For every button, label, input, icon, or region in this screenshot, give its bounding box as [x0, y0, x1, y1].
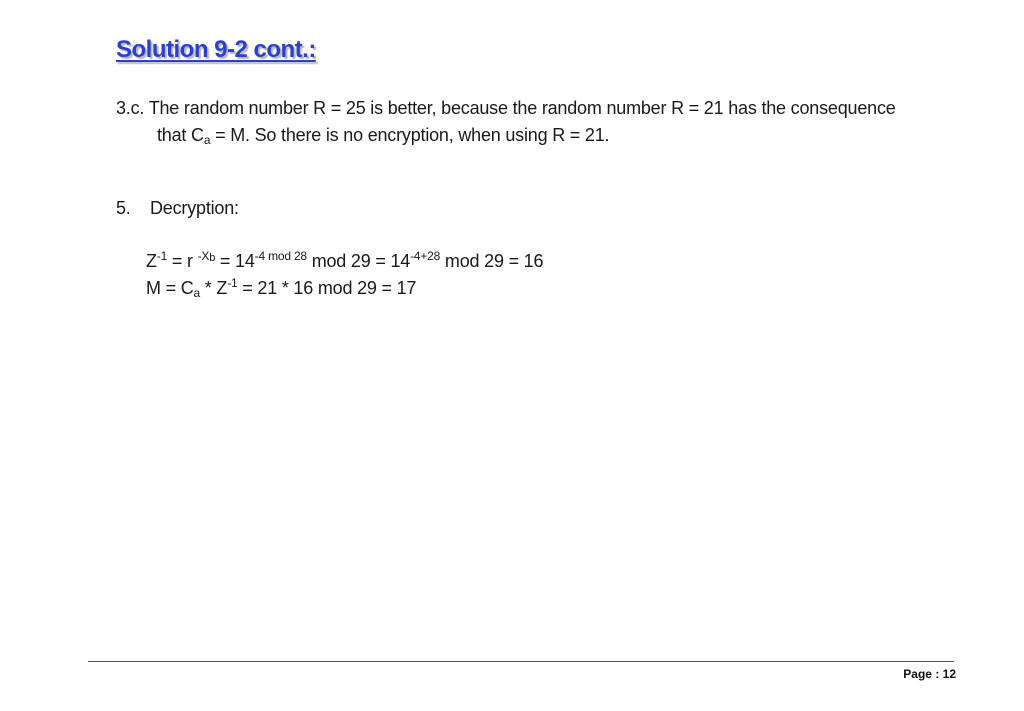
formula1-z: Z [146, 251, 157, 271]
formula1-eq-r: = r [167, 251, 198, 271]
formula1-eq-14: = 14 [215, 251, 255, 271]
formula2-times-z: * Z [200, 278, 228, 298]
formula2-z-exponent: -1 [227, 276, 238, 290]
answer-3c-line2-post: = M. So there is no encryption, when using R = 21. [210, 125, 610, 145]
formula2-c-subscript: a [193, 286, 200, 300]
answer-3c-line2 [116, 122, 896, 149]
answer-3c-line2-pre: that C [157, 125, 204, 145]
formula1-exponent-a: -4 mod 28 [254, 249, 307, 263]
formula1-exponent-b: -4+28 [410, 249, 441, 263]
formula-z-inverse [146, 248, 543, 275]
formula1-r-exponent [198, 249, 216, 263]
formula1-z-exponent: -1 [156, 249, 168, 263]
formula1-r-exp-text: -X [197, 249, 210, 263]
page-number: Page : 12 [903, 667, 956, 681]
formula2-result: = 21 * 16 mod 29 = 17 [237, 278, 417, 298]
item-5-heading [116, 195, 239, 222]
footer-divider [88, 661, 954, 662]
formula2-m-eq-c: M = C [146, 278, 194, 298]
item-5-label: Decryption: [150, 198, 239, 218]
decryption-formulas [146, 248, 543, 302]
subscript-a: a [203, 133, 211, 147]
formula1-r-exp-subscript: b [209, 252, 216, 264]
item-5-number: 5. [116, 198, 131, 218]
formula-message [146, 275, 543, 302]
answer-3c [116, 95, 896, 149]
formula1-result: mod 29 = 16 [440, 251, 544, 271]
slide-title: Solution 9-2 cont.: [116, 36, 316, 63]
formula1-mod-a: mod 29 = 14 [306, 251, 411, 271]
answer-3c-line1: 3.c. The random number R = 25 is better, because the random number R = 21 has the consequence [116, 98, 896, 118]
